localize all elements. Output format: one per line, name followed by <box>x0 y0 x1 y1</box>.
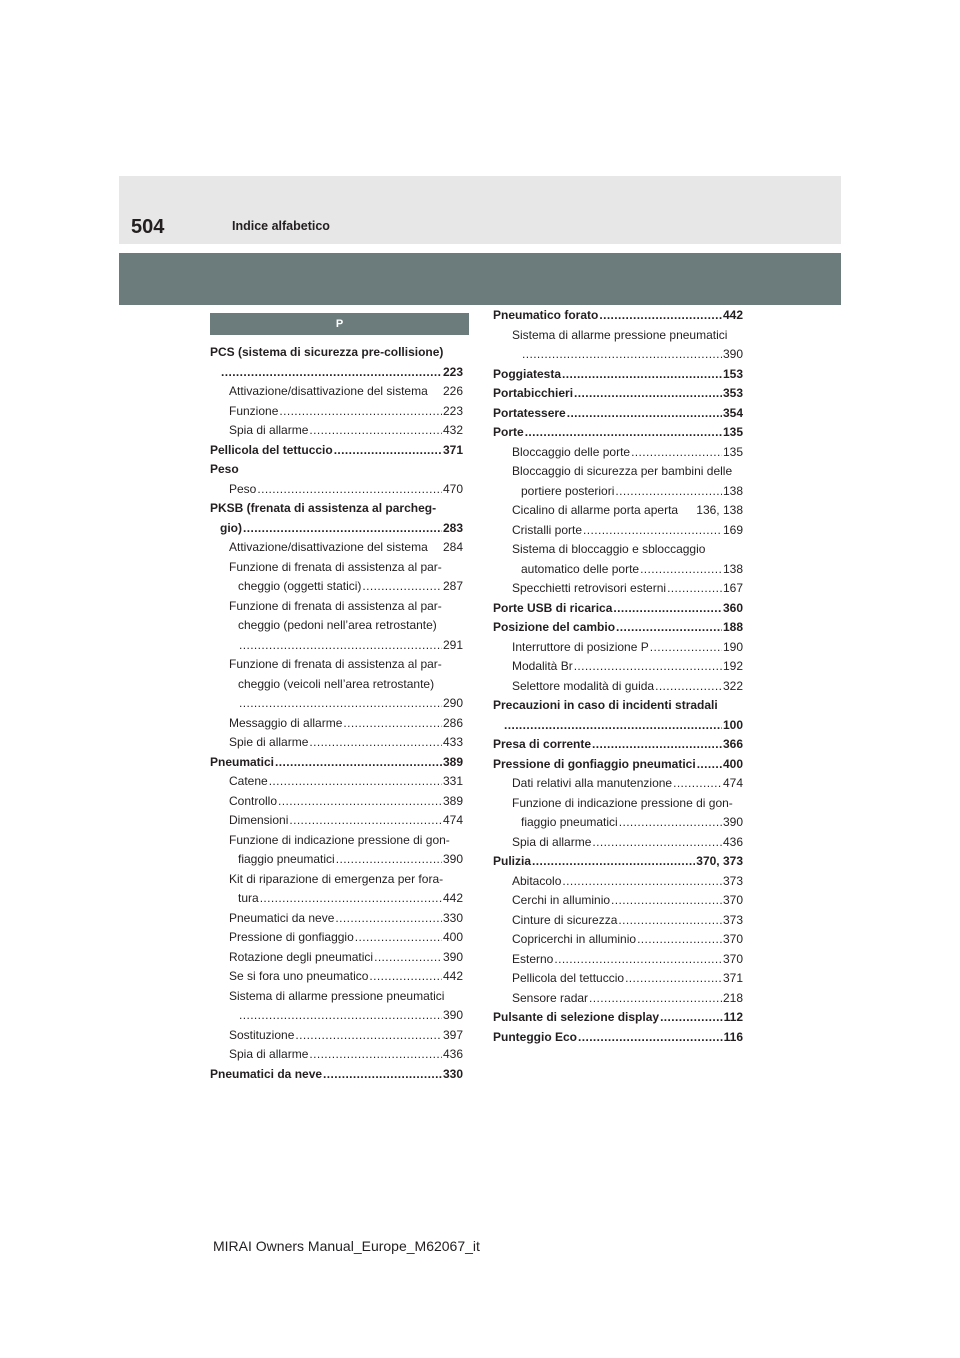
dot-leader <box>275 753 442 773</box>
header-band <box>119 253 841 305</box>
dot-leader <box>355 928 442 948</box>
index-entry <box>210 382 463 402</box>
index-entry <box>493 501 743 521</box>
dot-leader <box>655 677 722 697</box>
index-entry-text: Selettore modalità di guida <box>512 678 655 693</box>
index-entry <box>210 1026 463 1046</box>
index-entry <box>210 850 463 870</box>
index-entry <box>493 774 743 794</box>
index-entry-page: 290 <box>442 696 463 710</box>
index-entry-page: 373 <box>722 912 743 927</box>
index-entry <box>493 482 743 502</box>
dot-leader <box>611 891 722 911</box>
index-entry-page: 223 <box>442 364 463 379</box>
dot-leader <box>667 579 722 599</box>
dot-leader <box>613 599 722 619</box>
index-entry-text: Spia di allarme <box>229 423 309 437</box>
index-entry-text: Sistema di allarme pressione pneumatici <box>512 327 728 342</box>
index-entry <box>493 326 743 346</box>
index-entry <box>210 519 463 539</box>
dot-leader <box>309 1045 442 1065</box>
index-entry-page: 373 <box>722 873 743 888</box>
index-entry-page: 390 <box>442 949 463 964</box>
index-entry-page: 400 <box>722 756 743 771</box>
index-entry-text: Messaggio di allarme <box>229 715 343 730</box>
index-entry-page: 190 <box>722 639 743 654</box>
index-entry <box>210 1045 463 1065</box>
dot-leader <box>257 480 442 500</box>
index-entry-page: 135 <box>722 444 743 459</box>
index-entry <box>493 930 743 950</box>
index-entry <box>493 443 743 463</box>
index-entry-text: Esterno <box>512 951 554 966</box>
index-entry <box>210 733 463 753</box>
index-entry <box>210 343 463 363</box>
index-column-left <box>210 343 463 1084</box>
dot-leader <box>567 404 722 424</box>
dot-leader <box>334 441 442 461</box>
index-entry-text: Spia di allarme <box>512 834 592 849</box>
index-entry-text: Spia di allarme <box>229 1047 309 1061</box>
index-entry-text: Funzione di frenata di assistenza al par- <box>229 657 442 671</box>
index-entry-text: Pellicola del tettuccio <box>512 971 625 985</box>
index-entry-page: 188 <box>722 620 743 634</box>
index-entry-page: 442 <box>442 891 463 905</box>
index-entry <box>210 1006 463 1026</box>
index-entry <box>493 521 743 541</box>
index-entry <box>493 560 743 580</box>
index-entry <box>210 948 463 968</box>
index-entry-page: 330 <box>442 1066 463 1081</box>
index-entry <box>493 365 743 385</box>
index-entry-text: Kit di riparazione di emergenza per fora- <box>229 871 444 886</box>
index-entry <box>493 579 743 599</box>
dot-leader <box>583 521 722 541</box>
index-entry-page: 291 <box>442 637 463 652</box>
index-entry <box>493 891 743 911</box>
dot-leader <box>618 911 722 931</box>
dot-leader <box>343 714 442 734</box>
index-entry-text: Bloccaggio delle porte <box>512 444 631 459</box>
index-entry <box>493 755 743 775</box>
index-entry-text: Cinture di sicurezza <box>512 912 618 927</box>
index-letter-heading: P <box>210 313 469 335</box>
index-entry-page: 135 <box>722 425 743 439</box>
dot-leader <box>592 833 722 853</box>
index-entry <box>493 872 743 892</box>
index-entry <box>210 714 463 734</box>
index-entry-text: Bloccaggio di sicurezza per bambini delle <box>512 464 733 478</box>
index-entry-page: 169 <box>722 522 743 537</box>
index-entry <box>493 833 743 853</box>
index-entry-page: 223 <box>442 403 463 418</box>
dot-leader <box>525 423 722 443</box>
index-entry-text: automatico delle porte <box>521 561 640 576</box>
index-entry-text: Peso <box>210 462 239 476</box>
index-entry-text: Porte <box>493 425 524 439</box>
index-entry-page: 370, 373 <box>696 854 743 868</box>
index-entry <box>210 460 463 480</box>
dot-leader <box>589 989 722 1009</box>
index-entry <box>210 753 463 773</box>
index-entry-page: 192 <box>722 659 743 673</box>
index-entry-text: Posizione del cambio <box>493 620 616 634</box>
dot-leader <box>625 969 722 989</box>
index-entry <box>493 462 743 482</box>
index-entry-page: 284 <box>442 540 463 554</box>
index-entry <box>210 987 463 1007</box>
index-entry-page: 442 <box>442 969 463 983</box>
index-entry-text: Spie di allarme <box>229 735 309 749</box>
index-entry-page: 390 <box>722 347 743 361</box>
dot-leader <box>574 384 722 404</box>
index-entry-text: Dimensioni <box>229 813 289 827</box>
dot-leader <box>336 850 442 870</box>
index-entry-text: Portabicchieri <box>493 386 574 400</box>
index-entry-page: 390 <box>442 852 463 866</box>
index-entry-text: PKSB (frenata di assistenza al parcheg- <box>210 501 437 515</box>
index-entry-page: 390 <box>442 1008 463 1022</box>
index-entry-text: Portatessere <box>493 405 566 420</box>
index-entry-page: 287 <box>442 579 463 593</box>
index-entry <box>210 402 463 422</box>
dot-leader <box>599 306 722 326</box>
dot-leader <box>640 560 722 580</box>
index-entry-text: Controllo <box>229 793 278 808</box>
index-entry-page: 371 <box>442 442 463 457</box>
dot-leader <box>374 948 442 968</box>
index-entry <box>210 772 463 792</box>
index-entry-text: Attivazione/disattivazione del sistema <box>229 384 428 398</box>
index-entry-text: PCS (sistema di sicurezza pre-collisione) <box>210 345 444 359</box>
index-entry-text: Pressione di gonfiaggio pneumatici <box>493 756 696 771</box>
index-entry-page: 322 <box>722 678 743 693</box>
index-entry-text: portiere posteriori <box>521 483 615 498</box>
index-entry <box>493 384 743 404</box>
index-entry <box>210 421 463 441</box>
index-entry-page: 353 <box>722 386 743 400</box>
index-entry <box>210 538 463 558</box>
dot-leader <box>522 345 722 365</box>
index-entry <box>493 852 743 872</box>
index-entry <box>210 928 463 948</box>
index-entry-page: 112 <box>723 1010 743 1024</box>
index-entry-text: gio) <box>220 520 242 535</box>
dot-leader <box>574 657 722 677</box>
header-top-bar <box>119 176 841 244</box>
index-entry <box>210 675 463 695</box>
index-entry-text: Sistema di allarme pressione pneumatici <box>229 988 445 1003</box>
dot-leader <box>697 755 722 775</box>
index-entry <box>493 950 743 970</box>
index-entry-text: Pulsante di selezione display <box>493 1010 660 1024</box>
index-entry-page: 331 <box>442 774 463 788</box>
index-entry-page: 474 <box>442 813 463 827</box>
index-entry-text: Pulizia <box>493 854 532 868</box>
index-entry <box>493 618 743 638</box>
dot-leader <box>279 402 442 422</box>
index-entry-page: 433 <box>442 735 463 749</box>
index-entry-text: Funzione di frenata di assistenza al par- <box>229 559 442 574</box>
index-entry-text: Pneumatici da neve <box>229 910 335 925</box>
index-entry <box>210 363 463 383</box>
index-entry <box>210 792 463 812</box>
index-entry-page: 389 <box>442 754 463 769</box>
dot-leader <box>309 421 442 441</box>
index-entry <box>210 499 463 519</box>
dot-leader <box>239 1006 442 1026</box>
dot-leader <box>239 636 442 656</box>
index-entry-page: 370 <box>722 932 743 946</box>
dot-leader <box>619 813 722 833</box>
index-entry-text: Funzione di indicazione pressione di gon- <box>512 795 733 810</box>
index-entry <box>493 969 743 989</box>
index-entry <box>210 694 463 714</box>
index-entry <box>493 696 743 716</box>
index-entry-text: Sostituzione <box>229 1027 295 1042</box>
index-entry-text: Pellicola del tettuccio <box>210 442 333 457</box>
dot-leader <box>578 1028 723 1048</box>
index-entry-page: 436 <box>442 1047 463 1061</box>
index-entry <box>210 655 463 675</box>
index-entry-page: 397 <box>442 1027 463 1042</box>
index-entry-text: cheggio (veicoli nell’area retrostante) <box>238 676 435 691</box>
index-entry-page: 470 <box>442 481 463 496</box>
index-entry-text: Punteggio Eco <box>493 1029 577 1044</box>
index-entry-text: Cerchi in alluminio <box>512 893 611 907</box>
index-entry-text: Cicalino di allarme porta aperta <box>512 503 679 517</box>
index-entry <box>493 540 743 560</box>
index-entry-page: 153 <box>722 366 743 381</box>
index-entry <box>210 480 463 500</box>
index-entry-page: 138 <box>722 483 743 498</box>
index-entry <box>493 794 743 814</box>
index-entry-text: Sistema di bloccaggio e sbloccaggio <box>512 542 706 556</box>
index-entry <box>210 909 463 929</box>
index-entry-text: Dati relativi alla manutenzione <box>512 776 673 790</box>
dot-leader <box>260 889 442 909</box>
index-entry-text: Modalità Br <box>512 659 573 673</box>
index-entry-text: Catene <box>229 774 268 788</box>
index-entry-text: Attivazione/disattivazione del sistema <box>229 540 428 554</box>
dot-leader <box>289 811 442 831</box>
dot-leader <box>592 735 722 755</box>
dot-leader <box>295 1026 442 1046</box>
index-entry <box>210 597 463 617</box>
dot-leader <box>532 852 695 872</box>
dot-leader <box>631 443 722 463</box>
index-entry-text: Sensore radar <box>512 990 589 1005</box>
index-entry-page: 100 <box>722 717 743 732</box>
index-entry <box>210 577 463 597</box>
index-entry-text: Pressione di gonfiaggio <box>229 930 354 944</box>
index-entry <box>493 716 743 736</box>
index-column-right <box>493 306 743 1047</box>
index-entry <box>210 870 463 890</box>
index-entry <box>210 831 463 851</box>
index-entry-page: 389 <box>442 793 463 808</box>
index-entry-text: fiaggio pneumatici <box>521 815 618 829</box>
dot-leader <box>504 716 722 736</box>
index-entry-text: Poggiatesta <box>493 366 562 381</box>
dot-leader <box>221 363 442 383</box>
index-entry <box>210 1065 463 1085</box>
index-entry <box>210 811 463 831</box>
index-entry-page: 390 <box>722 815 743 829</box>
index-entry-text: cheggio (oggetti statici) <box>238 579 362 593</box>
index-entry-page: 432 <box>442 423 463 437</box>
index-entry-text: Porte USB di ricarica <box>493 600 613 615</box>
dot-leader <box>615 482 722 502</box>
index-entry-page: 400 <box>442 930 463 944</box>
page-number: 504 <box>131 216 165 238</box>
index-entry <box>210 889 463 909</box>
index-entry <box>493 599 743 619</box>
dot-leader <box>243 519 442 539</box>
index-entry-page: 436 <box>722 834 743 849</box>
index-entry-text: Pneumatici <box>210 754 275 769</box>
dot-leader <box>309 733 442 753</box>
index-entry-text: Precauzioni in caso di incidenti stradali <box>493 698 718 712</box>
index-entry-text: tura <box>238 891 259 905</box>
index-entry-page: 116 <box>723 1029 743 1044</box>
dot-leader <box>269 772 442 792</box>
dot-leader <box>562 872 722 892</box>
index-entry-page: 371 <box>722 971 743 985</box>
index-entry-page: 442 <box>722 308 743 322</box>
index-entry-text: Funzione di frenata di assistenza al par- <box>229 598 442 613</box>
dot-leader <box>323 1065 442 1085</box>
index-entry <box>493 1008 743 1028</box>
index-entry-text: fiaggio pneumatici <box>238 852 335 866</box>
dot-leader <box>335 909 442 929</box>
dot-leader <box>362 577 442 597</box>
index-entry-text: Cristalli porte <box>512 522 583 537</box>
index-entry <box>493 423 743 443</box>
footer-manual-name: MIRAI Owners Manual_Europe_M62067_it <box>213 1238 480 1254</box>
index-entry-page: 366 <box>722 737 743 751</box>
index-entry-page: 360 <box>722 600 743 615</box>
index-entry-page: 138 <box>722 561 743 576</box>
index-entry-text: Peso <box>229 481 257 496</box>
dot-leader <box>369 967 442 987</box>
index-entry <box>493 989 743 1009</box>
dot-leader <box>637 930 722 950</box>
index-entry <box>493 657 743 677</box>
index-entry-page: 218 <box>722 990 743 1005</box>
dot-leader <box>554 950 722 970</box>
index-entry-text: Specchietti retrovisori esterni <box>512 581 667 595</box>
index-entry <box>210 967 463 987</box>
index-entry-page: 370 <box>722 951 743 966</box>
index-entry-text: Pneumatici da neve <box>210 1066 323 1081</box>
index-entry-text: Funzione <box>229 403 279 418</box>
index-entry-text: Se si fora uno pneumatico <box>229 969 369 983</box>
index-entry-page: 370 <box>722 893 743 907</box>
index-entry <box>493 911 743 931</box>
index-entry-page: 167 <box>722 581 743 595</box>
index-entry <box>493 345 743 365</box>
section-title: Indice alfabetico <box>232 219 330 233</box>
index-entry-page: 226 <box>442 384 463 398</box>
index-entry <box>493 306 743 326</box>
index-entry <box>210 558 463 578</box>
index-entry-page: 330 <box>442 910 463 925</box>
index-entry-text: cheggio (pedoni nell’area retrostante) <box>238 618 437 632</box>
index-entry-text: Interruttore di posizione P <box>512 639 649 654</box>
index-entry <box>210 441 463 461</box>
index-entry <box>493 1028 743 1048</box>
index-entry-text: Pneumatico forato <box>493 308 599 322</box>
index-entry-text: Presa di corrente <box>493 737 592 751</box>
index-entry-page: 474 <box>722 776 743 790</box>
index-entry <box>210 636 463 656</box>
dot-leader <box>650 638 722 658</box>
index-entry <box>493 677 743 697</box>
dot-leader <box>673 774 722 794</box>
index-entry <box>493 813 743 833</box>
index-entry-page: 283 <box>442 520 463 535</box>
index-entry-page: 136, 138 <box>696 503 743 517</box>
dot-leader <box>616 618 722 638</box>
index-entry-text: Copricerchi in alluminio <box>512 932 637 946</box>
index-entry-text: Funzione di indicazione pressione di gon- <box>229 832 450 847</box>
dot-leader <box>562 365 722 385</box>
index-entry <box>210 616 463 636</box>
dot-leader <box>660 1008 723 1028</box>
index-entry-text: Rotazione degli pneumatici <box>229 949 374 964</box>
index-entry <box>493 404 743 424</box>
index-entry-text: Abitacolo <box>512 873 562 888</box>
index-entry <box>493 638 743 658</box>
dot-leader <box>278 792 442 812</box>
index-entry-page: 286 <box>442 715 463 730</box>
dot-leader <box>239 694 442 714</box>
index-entry <box>493 735 743 755</box>
index-entry-page: 354 <box>722 405 743 420</box>
